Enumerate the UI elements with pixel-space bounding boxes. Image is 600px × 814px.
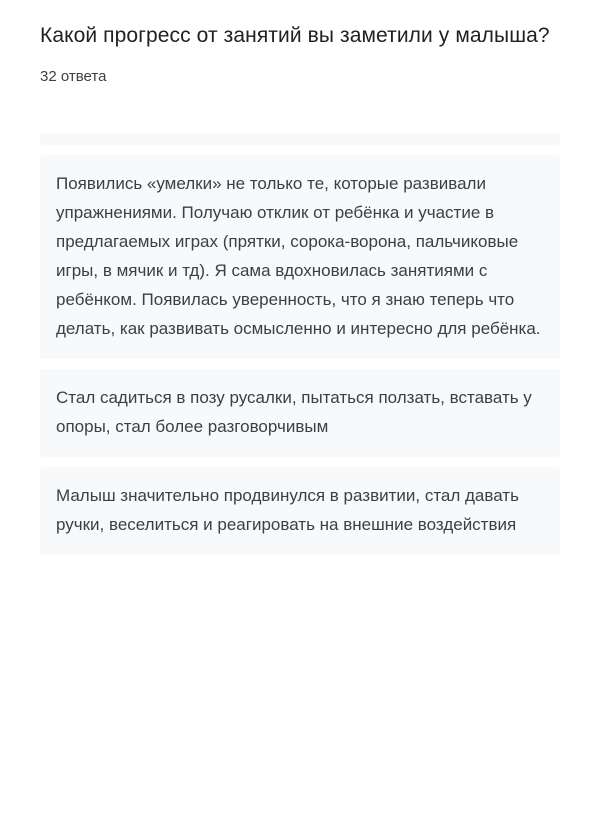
response-count: 32 ответа: [40, 68, 107, 85]
list-item: [40, 467, 560, 555]
answer-text: Появились «умелки» не только те, которые развивали упражнениями. Получаю отклик от ребёнка и участие в предлагаемых играх (прятки, сорока-ворона, пальчиковые игры, в мячик и тд). Я сама вдохновилась занятиями с ребёнком. Появилась уверенность, что я знаю теперь что делать, как развивать осмысленно и интересно для ребёнка.: [56, 174, 541, 338]
list-item: [40, 369, 560, 457]
answer-text: Стал садиться в позу русалки, пытаться ползать, вставать у опоры, стал более разговорчивым: [56, 388, 537, 436]
answer-text: Малыш значительно продвинулся в развитии, стал давать ручки, веселиться и реагировать на внешние воздействия: [56, 486, 524, 534]
answer-list: [40, 133, 560, 555]
list-item: [40, 155, 560, 359]
page-title: Какой прогресс от занятий вы заметили у малыша?: [40, 24, 550, 47]
list-item-placeholder: [40, 133, 560, 145]
